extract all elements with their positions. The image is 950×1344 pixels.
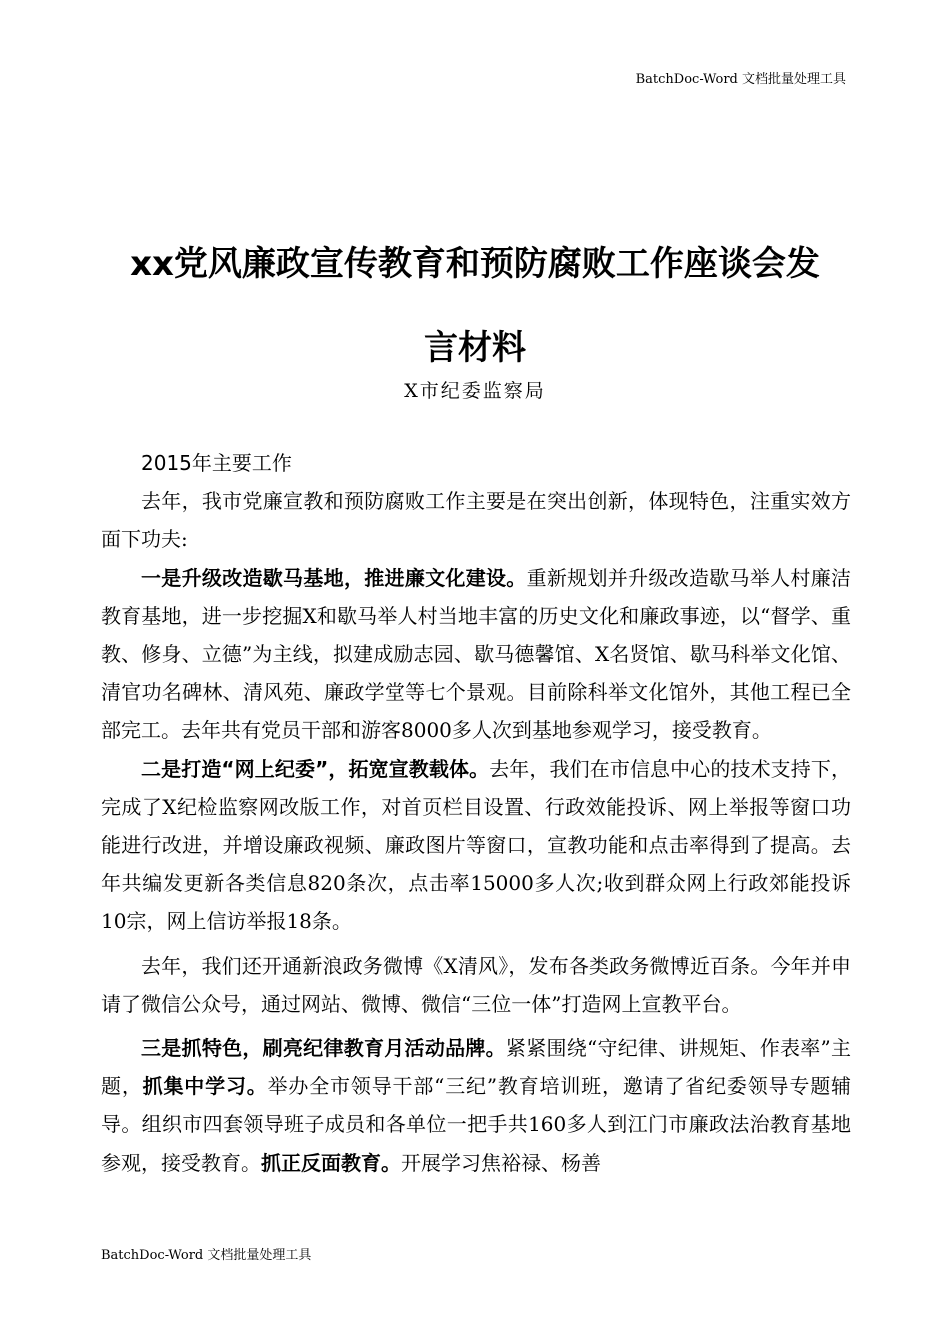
page-header: BatchDoc-Word 文档批量处理工具	[635, 72, 846, 87]
paragraph-1-lead: 一是升级改造歇马基地，推进廉文化建设。	[141, 565, 527, 590]
paragraph-4-sub-lead-2: 抓正反面教育。	[261, 1150, 401, 1175]
title-line-2: 言材料	[424, 328, 526, 368]
paragraph-4-lead: 三是抓特色，刷亮纪律教育月活动品牌。	[141, 1036, 506, 1061]
paragraph-2	[101, 750, 851, 941]
page-footer: BatchDoc-Word 文档批量处理工具	[101, 1248, 312, 1263]
paragraph-4-text-1: 紧紧围绕“守纪律、讲规矩、作表率”主题，	[101, 1036, 852, 1099]
paragraph-1-text: 重新规划并升级改造歇马举人村廉洁教育基地，进一步挖掘X和歇马举人村当地丰富的历史文化和廉政事迹，以“督学、重教、修身、立德”为主线，拟建成励志园、歇马德馨馆、X名贤馆、歇马科举文化馆、清官功名碑林、清风苑、廉政学堂等七个景观。目前除科举文化馆外，其他工程已全部完工。去年共有党员干部和游客8000多人次到基地参观学习，接受教育。	[101, 565, 852, 743]
paragraph-3: 去年，我们还开通新浪政务微博《X清风》，发布各类政务微博近百条。今年并申请了微信公众号，通过网站、微博、微信“三位一体”打造网上宣教平台。	[101, 953, 851, 1016]
paragraph-4	[101, 1029, 851, 1182]
title-line-1: xx党风廉政宣传教育和预防腐败工作座谈会发	[130, 244, 820, 284]
paragraph-2-lead: 二是打造“网上纪委”，拓宽宣教载体。	[141, 756, 490, 781]
intro-paragraph: 去年，我市党廉宣教和预防腐败工作主要是在突出创新，体现特色，注重实效方面下功夫:	[101, 489, 851, 552]
document-body	[101, 444, 851, 1182]
paragraph-4-text-2: 举办全市领导干部“三纪”教育培训班，邀请了省纪委领导专题辅导。组织市四套领导班子成员和各单位一把手共160多人到江门市廉政法治教育基地参观，接受教育。	[101, 1074, 852, 1175]
paragraph-1	[101, 559, 851, 750]
author-line: X市纪委监察局	[404, 380, 546, 402]
section-heading: 2015年主要工作	[141, 451, 292, 475]
document-title	[100, 222, 850, 390]
paragraph-2-text: 去年，我们在市信息中心的技术支持下，完成了X纪检监察网改版工作，对首页栏目设置、行政效能投诉、网上举报等窗口功能进行改进，并增设廉政视频、廉政图片等窗口，宣教功能和点击率得到了提高。去年共编发更新各类信息820条次，点击率15000多人次;收到群众网上行政郊能投诉10宗，网上信访举报18条。	[101, 756, 852, 934]
paragraph-4-sub-lead-1: 抓集中学习。	[142, 1074, 268, 1099]
paragraph-4-text-3: 开展学习焦裕禄、杨善	[401, 1150, 601, 1175]
